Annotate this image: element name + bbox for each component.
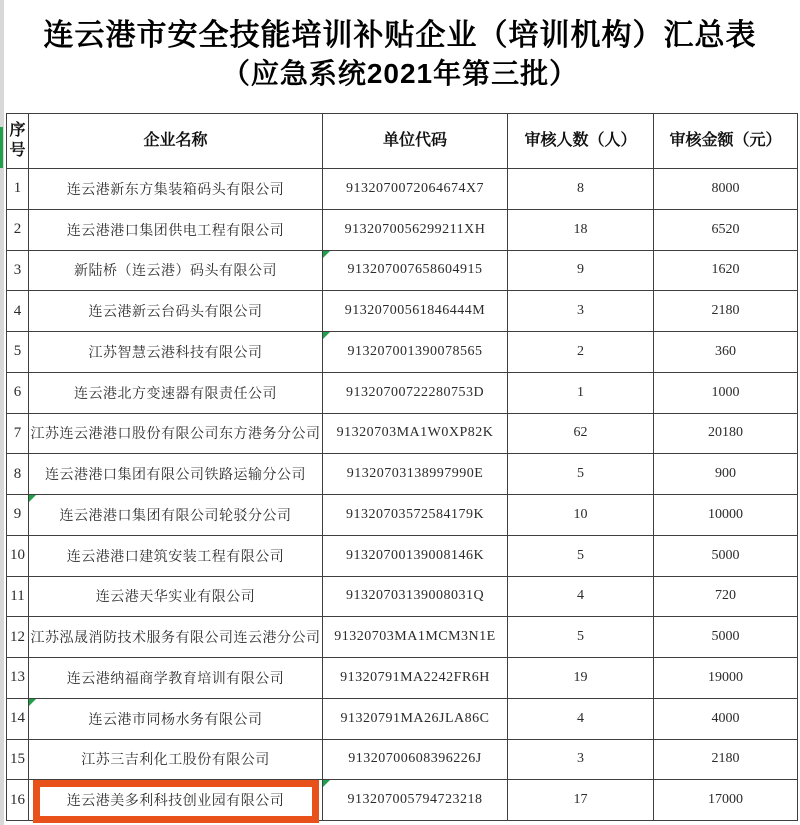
people-count: 3 <box>577 751 584 767</box>
unit-code: 913207007658604915 <box>347 262 483 278</box>
company-name: 江苏泓晟消防技术服务有限公司连云港分公司 <box>30 631 321 647</box>
header-green-marker <box>0 127 3 168</box>
amount: 1620 <box>711 262 740 278</box>
unit-code: 91320703572584179K <box>345 506 485 522</box>
people-count: 62 <box>573 425 588 441</box>
company-name: 连云港新东方集装箱码头有限公司 <box>66 182 285 198</box>
company-name: 连云港天华实业有限公司 <box>95 590 256 606</box>
amount: 6520 <box>711 221 740 237</box>
people-count-cell[interactable] <box>508 209 654 250</box>
unit-code: 91320703MA1MCM3N1E <box>334 629 496 645</box>
people-count: 1 <box>577 384 584 400</box>
amount: 5000 <box>711 629 740 645</box>
amount-cell[interactable] <box>654 372 798 413</box>
amount: 1000 <box>711 384 740 400</box>
cell-error-flag-icon <box>29 699 36 706</box>
document-title <box>0 16 800 92</box>
amount-cell[interactable] <box>654 535 798 576</box>
col-header-index[interactable]: 序号 <box>7 114 29 169</box>
table-row <box>7 332 798 373</box>
row-index-cell[interactable]: 6 <box>7 372 29 413</box>
table-row <box>7 576 798 617</box>
amount-cell[interactable] <box>654 291 798 332</box>
col-header-name[interactable]: 企业名称 <box>29 114 323 169</box>
amount: 20180 <box>708 425 743 441</box>
row-index-cell[interactable]: 3 <box>7 250 29 291</box>
amount-cell[interactable] <box>654 698 798 739</box>
amount: 10000 <box>708 506 743 522</box>
company-name-cell[interactable] <box>29 576 323 617</box>
company-name: 新陆桥（连云港）码头有限公司 <box>74 264 277 280</box>
unit-code-cell[interactable] <box>323 209 508 250</box>
table-row <box>7 658 798 699</box>
amount-cell[interactable] <box>654 169 798 210</box>
company-name-cell[interactable] <box>29 413 323 454</box>
table-row <box>7 535 798 576</box>
people-count-cell[interactable] <box>508 495 654 536</box>
amount-cell[interactable] <box>654 739 798 780</box>
people-count-cell[interactable] <box>508 250 654 291</box>
company-name-cell[interactable] <box>29 739 323 780</box>
unit-code-cell[interactable] <box>323 535 508 576</box>
company-name-cell[interactable] <box>29 780 323 821</box>
amount-cell[interactable] <box>654 454 798 495</box>
people-count-cell[interactable] <box>508 169 654 210</box>
people-count: 5 <box>577 547 584 563</box>
amount: 5000 <box>711 547 740 563</box>
unit-code: 91320700139008146K <box>345 547 485 563</box>
company-name: 连云港美多利科技创业园有限公司 <box>66 794 285 810</box>
company-name-cell[interactable] <box>29 372 323 413</box>
people-count-cell[interactable] <box>508 372 654 413</box>
table-header-row <box>7 114 798 169</box>
amount: 2180 <box>711 751 740 767</box>
row-index-cell[interactable]: 12 <box>7 617 29 658</box>
company-name-cell[interactable] <box>29 454 323 495</box>
table-row <box>7 413 798 454</box>
unit-code-cell[interactable] <box>323 372 508 413</box>
table-body <box>7 169 798 821</box>
row-index-cell[interactable]: 4 <box>7 291 29 332</box>
table-row <box>7 372 798 413</box>
people-count: 2 <box>577 343 584 359</box>
people-count: 8 <box>577 180 584 196</box>
row-index-cell[interactable]: 7 <box>7 413 29 454</box>
unit-code-cell[interactable] <box>323 454 508 495</box>
unit-code: 9132070072064674X7 <box>345 180 485 196</box>
people-count-cell[interactable] <box>508 739 654 780</box>
amount-cell[interactable] <box>654 658 798 699</box>
table-row <box>7 291 798 332</box>
cell-error-flag-icon <box>29 495 36 502</box>
company-name-cell[interactable] <box>29 658 323 699</box>
amount-cell[interactable] <box>654 617 798 658</box>
unit-code-cell[interactable] <box>323 576 508 617</box>
unit-code: 913207001390078565 <box>347 343 483 359</box>
row-index-cell[interactable]: 13 <box>7 658 29 699</box>
company-name: 连云港市同杨水务有限公司 <box>88 712 263 728</box>
people-count-cell[interactable] <box>508 291 654 332</box>
people-count-cell[interactable] <box>508 576 654 617</box>
amount: 2180 <box>711 303 740 319</box>
row-index-cell[interactable]: 2 <box>7 209 29 250</box>
company-name-cell[interactable] <box>29 169 323 210</box>
unit-code-cell[interactable] <box>323 413 508 454</box>
people-count: 18 <box>573 221 588 237</box>
row-index-cell[interactable]: 9 <box>7 495 29 536</box>
unit-code: 9132070056299211XH <box>344 221 486 237</box>
unit-code: 91320703MA1W0XP82K <box>336 425 494 441</box>
people-count-cell[interactable] <box>508 780 654 821</box>
row-index-cell[interactable]: 11 <box>7 576 29 617</box>
amount-cell[interactable] <box>654 209 798 250</box>
table-row <box>7 698 798 739</box>
company-name-cell[interactable] <box>29 495 323 536</box>
amount: 360 <box>715 343 736 359</box>
unit-code: 91320703138997990E <box>346 466 484 482</box>
company-name: 江苏连云港港口股份有限公司东方港务分公司 <box>30 427 321 443</box>
unit-code: 913207005794723218 <box>347 792 483 808</box>
table-row <box>7 169 798 210</box>
company-name: 连云港港口集团供电工程有限公司 <box>66 223 285 239</box>
amount-cell[interactable] <box>654 332 798 373</box>
amount-cell[interactable] <box>654 495 798 536</box>
people-count: 5 <box>577 466 584 482</box>
unit-code: 91320791MA26JLA86C <box>340 710 490 726</box>
people-count-cell[interactable] <box>508 454 654 495</box>
row-index-cell[interactable]: 15 <box>7 739 29 780</box>
amount-cell[interactable] <box>654 576 798 617</box>
people-count: 9 <box>577 262 584 278</box>
table-row <box>7 209 798 250</box>
row-index-cell[interactable]: 14 <box>7 698 29 739</box>
unit-code: 91320700608396226J <box>348 751 482 767</box>
company-name: 连云港港口集团有限公司铁路运输分公司 <box>45 468 306 484</box>
unit-code-cell[interactable] <box>323 617 508 658</box>
company-name: 江苏智慧云港科技有限公司 <box>88 345 263 361</box>
cell-error-flag-icon <box>323 780 330 787</box>
people-count-cell[interactable] <box>508 413 654 454</box>
amount-cell[interactable] <box>654 780 798 821</box>
document-title-line1: 连云港市安全技能培训补贴企业（培训机构）汇总表 <box>43 19 757 52</box>
unit-code-cell[interactable] <box>323 291 508 332</box>
document-title-line2: （应急系统2021年第三批） <box>221 58 579 89</box>
amount: 720 <box>715 588 736 604</box>
row-index-cell[interactable]: 16 <box>7 780 29 821</box>
unit-code-cell[interactable] <box>323 739 508 780</box>
people-count-cell[interactable] <box>508 698 654 739</box>
company-name: 江苏三吉利化工股份有限公司 <box>81 753 270 769</box>
company-name: 连云港港口建筑安装工程有限公司 <box>66 549 285 565</box>
company-name: 连云港纳福商学教育培训有限公司 <box>66 671 285 687</box>
cell-error-flag-icon <box>323 251 330 258</box>
unit-code-cell[interactable] <box>323 332 508 373</box>
amount: 900 <box>715 466 736 482</box>
unit-code-cell[interactable] <box>323 698 508 739</box>
unit-code: 91320700722280753D <box>345 384 485 400</box>
people-count: 3 <box>577 303 584 319</box>
company-name-cell[interactable] <box>29 535 323 576</box>
amount: 19000 <box>708 669 743 685</box>
row-index-cell[interactable]: 10 <box>7 535 29 576</box>
company-name-cell[interactable] <box>29 332 323 373</box>
unit-code-cell[interactable] <box>323 169 508 210</box>
unit-code-cell[interactable] <box>323 250 508 291</box>
row-index-cell[interactable]: 8 <box>7 454 29 495</box>
table-row <box>7 250 798 291</box>
unit-code-cell[interactable] <box>323 495 508 536</box>
unit-code: 91320791MA2242FR6H <box>340 669 490 685</box>
cell-error-flag-icon <box>323 332 330 339</box>
amount: 17000 <box>708 792 743 808</box>
amount-cell[interactable] <box>654 250 798 291</box>
unit-code: 91320703139008031Q <box>345 588 485 604</box>
people-count: 4 <box>577 588 584 604</box>
table-row <box>7 495 798 536</box>
col-header-code[interactable]: 单位代码 <box>323 114 508 169</box>
row-index-cell[interactable]: 5 <box>7 332 29 373</box>
unit-code-cell[interactable] <box>323 658 508 699</box>
people-count-cell[interactable] <box>508 535 654 576</box>
people-count-cell[interactable] <box>508 658 654 699</box>
company-name-cell[interactable] <box>29 291 323 332</box>
people-count: 4 <box>577 710 584 726</box>
company-name-cell[interactable] <box>29 250 323 291</box>
col-header-amount[interactable]: 审核金额（元） <box>654 114 798 169</box>
amount-cell[interactable] <box>654 413 798 454</box>
unit-code-cell[interactable] <box>323 780 508 821</box>
summary-table <box>6 113 798 821</box>
people-count: 19 <box>573 669 588 685</box>
people-count: 5 <box>577 629 584 645</box>
amount: 8000 <box>711 180 740 196</box>
table-row <box>7 739 798 780</box>
company-name: 连云港北方变速器有限责任公司 <box>74 386 277 402</box>
window-edge-strip <box>0 0 4 825</box>
people-count-cell[interactable] <box>508 617 654 658</box>
unit-code: 91320700561846444M <box>344 303 486 319</box>
company-name: 连云港新云台码头有限公司 <box>88 305 263 321</box>
people-count-cell[interactable] <box>508 332 654 373</box>
company-name-cell[interactable] <box>29 209 323 250</box>
table-row <box>7 617 798 658</box>
amount: 4000 <box>711 710 740 726</box>
company-name-cell[interactable] <box>29 698 323 739</box>
table-row <box>7 780 798 821</box>
company-name: 连云港港口集团有限公司轮驳分公司 <box>59 508 292 524</box>
people-count: 10 <box>573 506 588 522</box>
row-index-cell[interactable]: 1 <box>7 169 29 210</box>
table-row <box>7 454 798 495</box>
people-count: 17 <box>573 792 588 808</box>
company-name-cell[interactable] <box>29 617 323 658</box>
col-header-people[interactable]: 审核人数（人） <box>508 114 654 169</box>
